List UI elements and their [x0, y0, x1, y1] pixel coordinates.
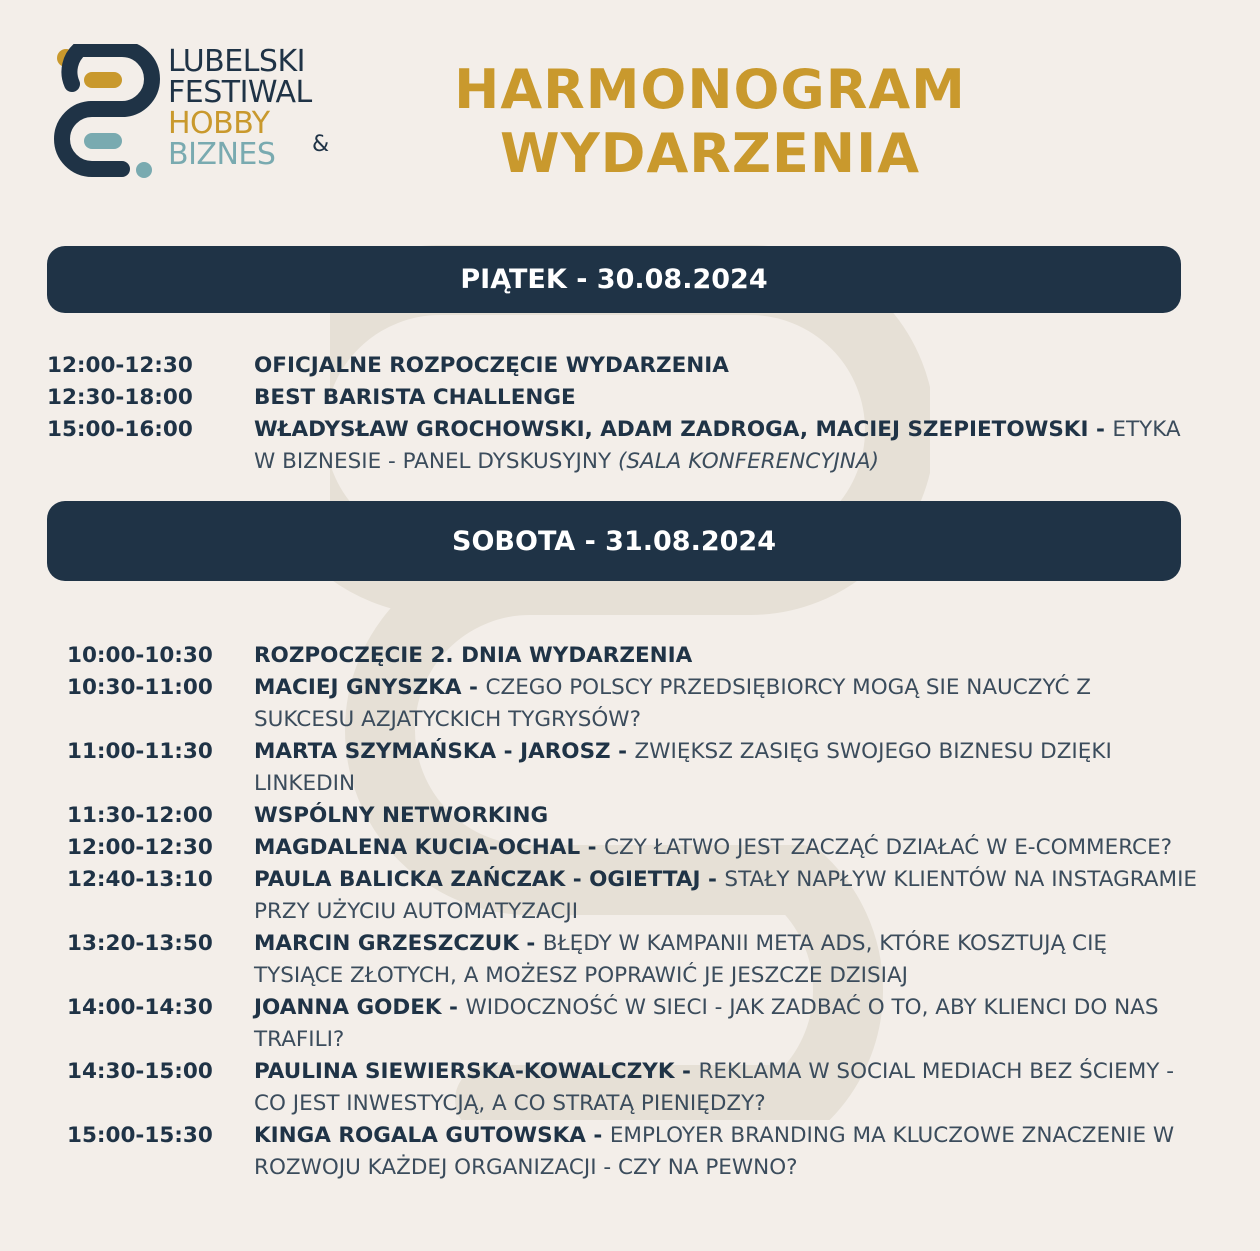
event-speaker: MACIEJ GNYSZKA -: [254, 675, 486, 700]
event-description: [254, 736, 1197, 800]
event-location-note: (SALA KONFERENCYJNA): [617, 449, 879, 474]
event-speaker: JOANNA GODEK -: [254, 995, 466, 1020]
event-topic: REKLAMA W SOCIAL MEDIACH BEZ ŚCIEMY - CO JEST INWESTYCJĄ, A CO STRATĄ PIENIĘDZY?: [254, 1059, 1174, 1116]
event-time: 14:00-14:30: [67, 995, 213, 1020]
event-description: [254, 864, 1197, 928]
event-description: [254, 414, 1187, 478]
event-speaker: MAGDALENA KUCIA-OCHAL -: [254, 835, 605, 860]
title-line-2: WYDARZENIA: [500, 122, 920, 185]
event-time: 12:00-12:30: [47, 353, 193, 378]
logo-line-lubelski: LUBELSKI: [168, 44, 305, 79]
page-title: [430, 58, 990, 186]
event-description: [254, 672, 1197, 736]
event-time: 10:00-10:30: [67, 643, 213, 668]
event-description: [254, 1056, 1197, 1120]
event-time: 11:30-12:00: [67, 803, 213, 828]
event-topic: CZEGO POLSCY PRZEDSIĘBIORCY MOGĄ SIE NAUCZYĆ Z SUKCESU AZJATYCKICH TYGRYSÓW?: [254, 675, 1092, 732]
event-topic: ETYKA W BIZNESIE - PANEL DYSKUSYJNY: [254, 417, 1181, 474]
event-description: [254, 1120, 1197, 1184]
schedule-saturday: [67, 640, 1197, 1184]
logo-ampersand: &: [312, 132, 330, 157]
schedule-row: [67, 832, 1197, 864]
schedule-friday: [47, 350, 1187, 478]
event-time: 12:30-18:00: [47, 385, 193, 410]
event-topic: WIDOCZNOŚĆ W SIECI - JAK ZADBAĆ O TO, ABY KLIENCI DO NAS TRAFILI?: [254, 995, 1159, 1052]
event-description: [254, 350, 1187, 382]
event-speaker: MARTA SZYMAŃSKA - JAROSZ -: [254, 739, 635, 764]
event-speaker: ROZPOCZĘCIE 2. DNIA WYDARZENIA: [254, 643, 693, 668]
schedule-row: [67, 992, 1197, 1056]
schedule-row: [47, 382, 1187, 414]
event-speaker: PAULA BALICKA ZAŃCZAK - OGIETTAJ -: [254, 867, 725, 892]
event-topic: EMPLOYER BRANDING MA KLUCZOWE ZNACZENIE W ROZWOJU KAŻDEJ ORGANIZACJI - CZY NA PEWNO?: [254, 1123, 1175, 1180]
event-topic: CZY ŁATWO JEST ZACZĄĆ DZIAŁAĆ W E-COMMERCE?: [604, 835, 1173, 860]
event-time: 10:30-11:00: [67, 675, 213, 700]
event-speaker: KINGA ROGALA GUTOWSKA -: [254, 1123, 610, 1148]
event-speaker: WSPÓLNY NETWORKING: [254, 803, 549, 828]
schedule-row: [67, 928, 1197, 992]
day-banner-friday: [47, 246, 1181, 313]
event-time: 13:20-13:50: [67, 931, 213, 956]
schedule-row: [67, 672, 1197, 736]
event-description: [254, 800, 1197, 832]
event-time: 11:00-11:30: [67, 739, 213, 764]
schedule-row: [67, 864, 1197, 928]
schedule-row: [47, 350, 1187, 382]
event-speaker: BEST BARISTA CHALLENGE: [254, 385, 576, 410]
schedule-row: [67, 800, 1197, 832]
day-label: SOBOTA - 31.08.2024: [452, 525, 776, 557]
logo-wordmark: [168, 46, 312, 170]
event-topic: ZWIĘKSZ ZASIĘG SWOJEGO BIZNESU DZIĘKI LINKEDIN: [254, 739, 1112, 796]
event-topic: STAŁY NAPŁYW KLIENTÓW NA INSTAGRAMIE PRZY UŻYCIU AUTOMATYZACJI: [254, 867, 1197, 924]
schedule-row: [67, 1056, 1197, 1120]
schedule-row: [67, 1120, 1197, 1184]
day-label: PIĄTEK - 30.08.2024: [460, 264, 768, 295]
event-description: [254, 832, 1197, 864]
event-time: 15:00-16:00: [47, 417, 193, 442]
event-description: [254, 928, 1197, 992]
event-description: [254, 382, 1187, 414]
event-description: [254, 640, 1197, 672]
event-description: [254, 992, 1197, 1056]
event-topic: BŁĘDY W KAMPANII META ADS, KTÓRE KOSZTUJĄ CIĘ TYSIĄCE ZŁOTYCH, A MOŻESZ POPRAWIĆ JE JESZCZE DZISIAJ: [254, 931, 1107, 988]
schedule-row: [67, 736, 1197, 800]
logo-line-hobby: HOBBY: [168, 106, 270, 141]
logo-line-biznes: BIZNES: [168, 137, 276, 172]
schedule-row: [47, 414, 1187, 478]
schedule-row: [67, 640, 1197, 672]
event-time: 15:00-15:30: [67, 1123, 213, 1148]
event-time: 12:00-12:30: [67, 835, 213, 860]
event-speaker: WŁADYSŁAW GROCHOWSKI, ADAM ZADROGA, MACIEJ SZEPIETOWSKI -: [254, 417, 1113, 442]
event-time: 12:40-13:10: [67, 867, 213, 892]
title-line-1: HARMONOGRAM: [454, 58, 966, 121]
day-banner-saturday: [47, 501, 1181, 581]
logo-line-festiwal: FESTIWAL: [168, 75, 312, 110]
event-speaker: MARCIN GRZESZCZUK -: [254, 931, 543, 956]
event-speaker: OFICJALNE ROZPOCZĘCIE WYDARZENIA: [254, 353, 729, 378]
event-time: 14:30-15:00: [67, 1059, 213, 1084]
event-speaker: PAULINA SIEWIERSKA-KOWALCZYK -: [254, 1059, 699, 1084]
